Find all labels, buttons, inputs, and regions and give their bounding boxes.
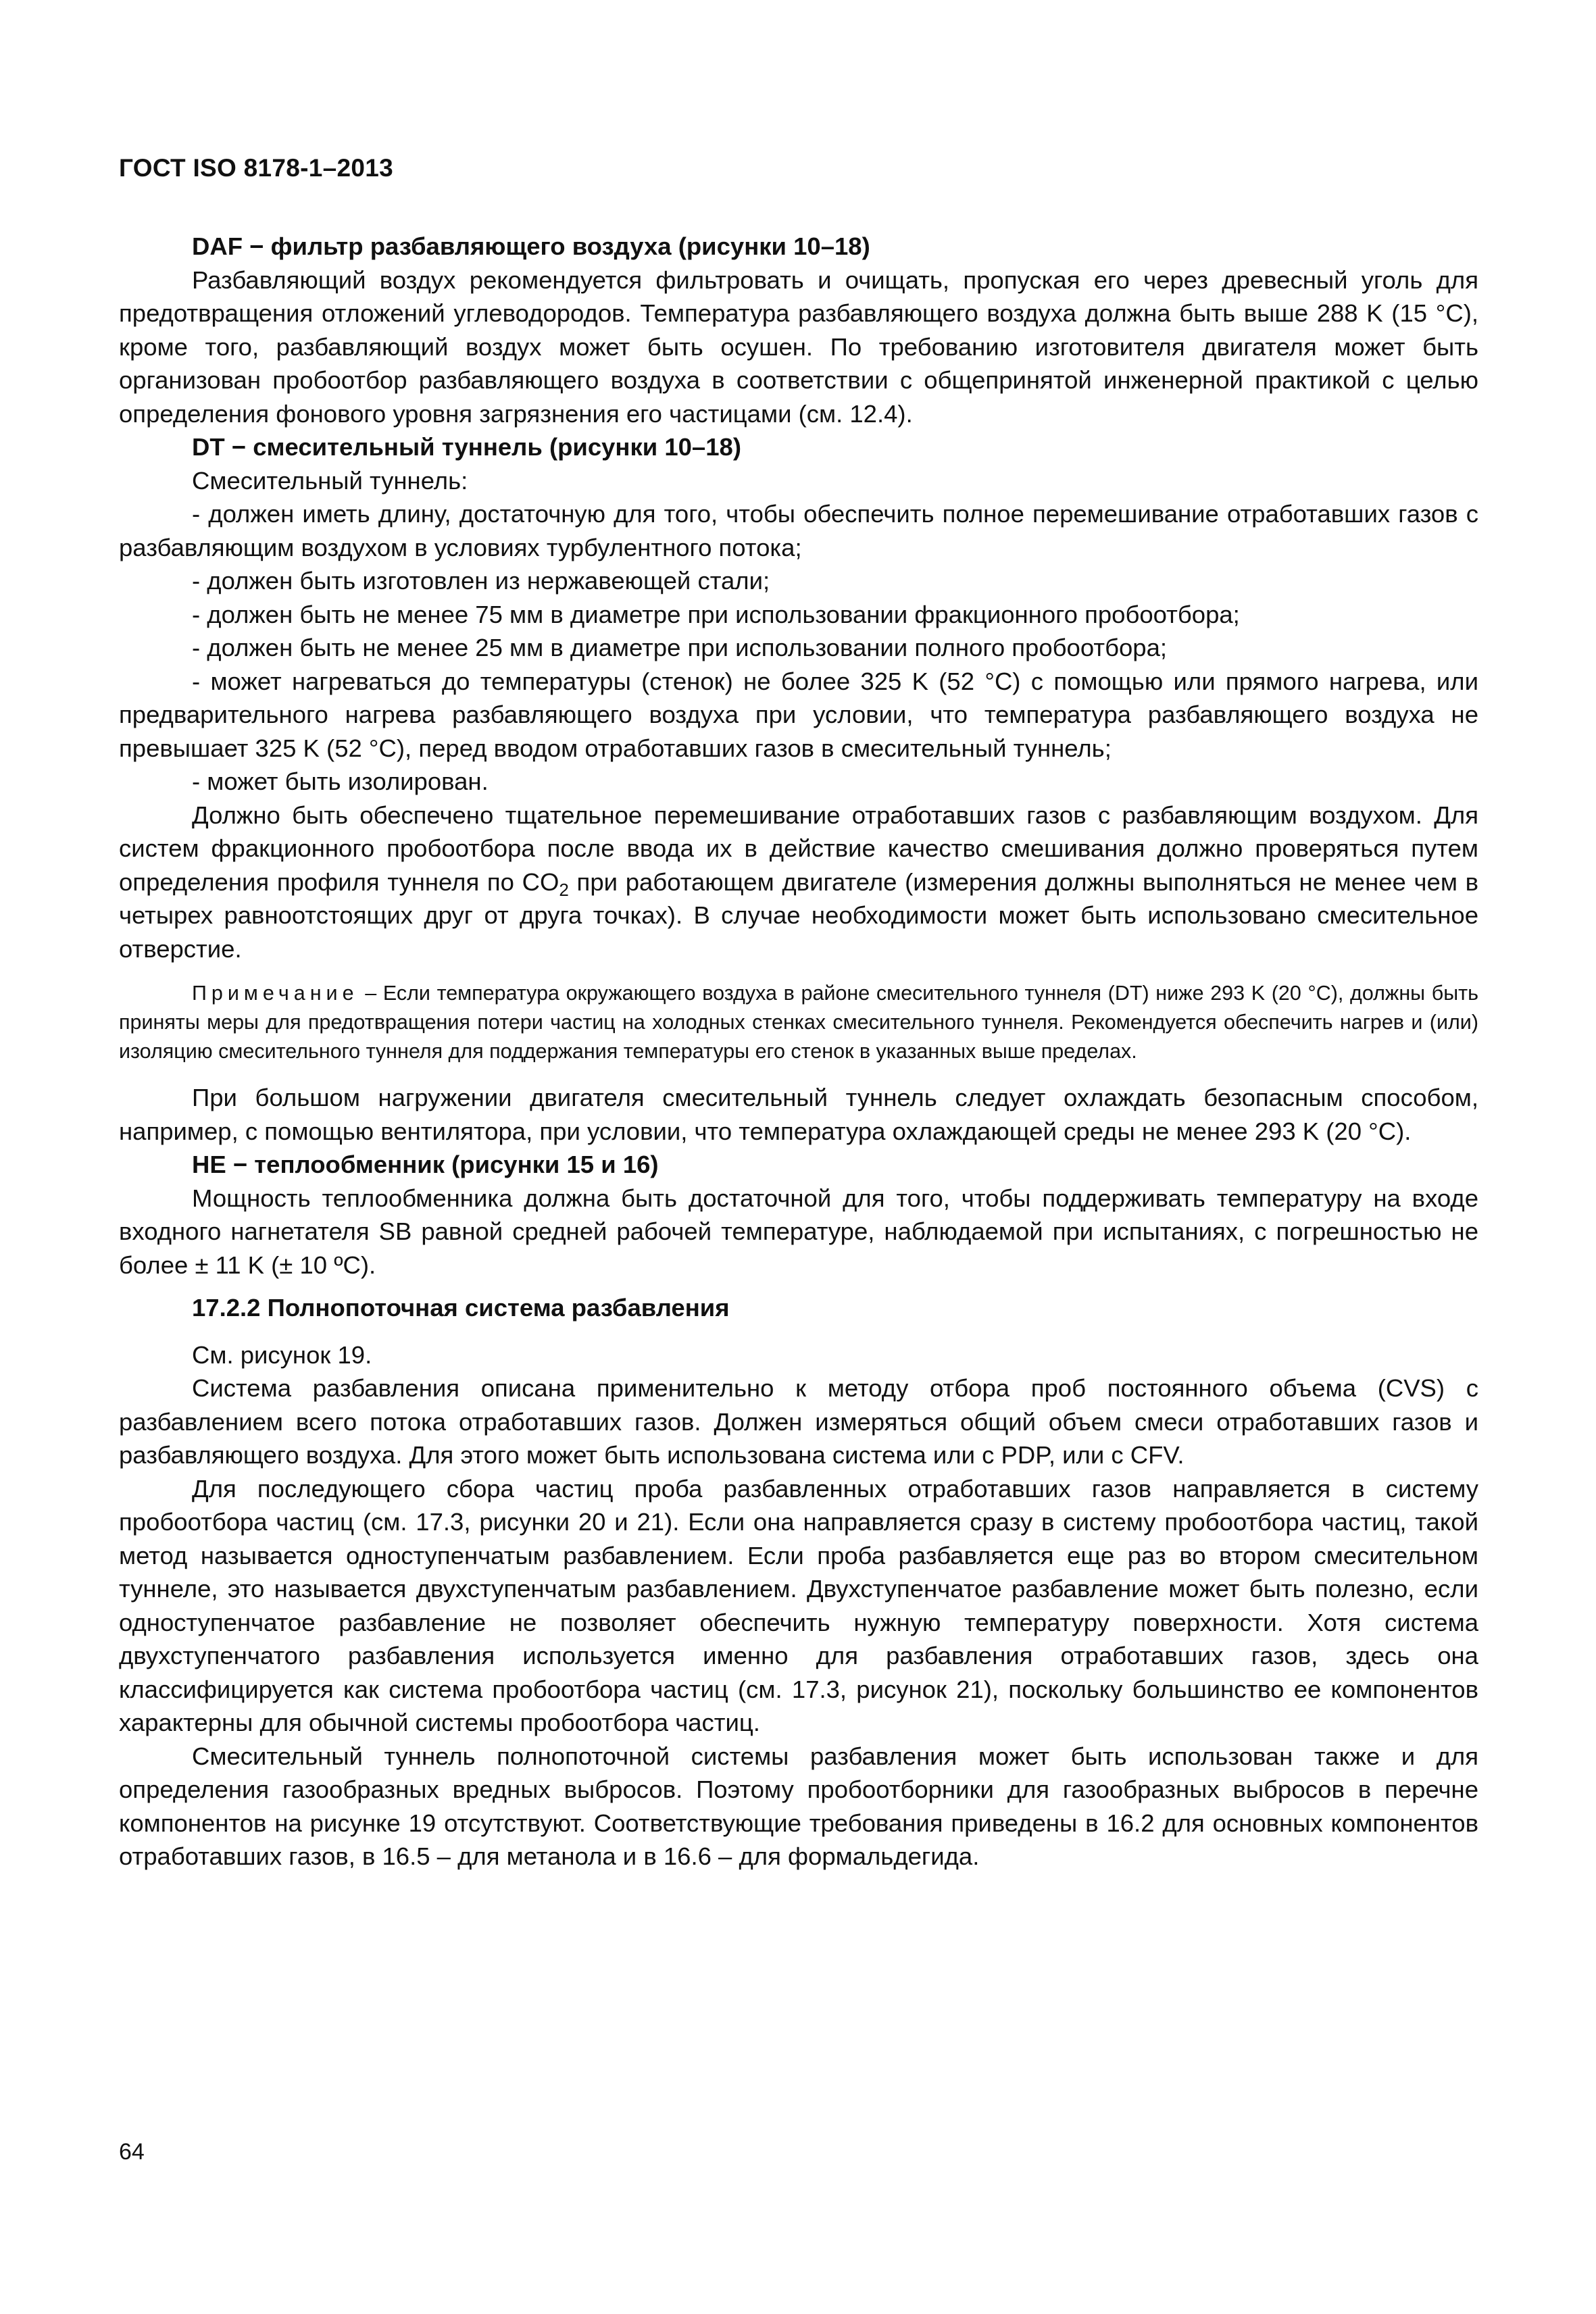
paragraph-he: Мощность теплообменника должна быть достаточной для того, чтобы поддерживать температуру на входе входного нагнетателя SB равной средней рабочей температуре, наблюдаемой при испытаниях, с погрешностью не более ± 11 K (± 10 ºC). (119, 1184, 1478, 1279)
mixing-text-part-1: Должно быть обеспечено тщательное перемешивание отработавших газов с разбавляющим воздухом. Для систем фракционного пробоотбора после ввода их в действие качество смешивания должно проверяться путем определения профиля туннеля по CO (119, 801, 1478, 896)
list-item: - может нагреваться до температуры (стенок) не более 325 K (52 °C) с помощью или прямого нагрева, или предварительного нагрева разбавляющего воздуха при условии, что температура разбавляющего воздуха не превышает 325 K (52 °C), перед вводом отработавших газов в смесительный туннель; (119, 667, 1478, 762)
note-text: – Если температура окружающего воздуха в районе смесительного туннеля (DT) ниже 293 K (20 °C), должны быть приняты меры для предотвращения потери частиц на холодных стенках смесительного туннеля. Рекомендуется обеспечить нагрев и (или) изоляцию смесительного туннеля для поддержания температуры его стенок в указанных выше пределах. (119, 982, 1478, 1063)
list-item: - должен быть не менее 75 мм в диаметре при использовании фракционного пробоотбора; (192, 600, 1240, 628)
section-heading: 17.2.2 Полнопоточная система разбавления (192, 1294, 730, 1322)
paragraph-system-description: Система разбавления описана применительно к методу отбора проб постоянного объема (CVS) с разбавлением всего потока отработавших газов. Должен измеряться общий объем смеси отработавших газов и разбавляющего воздуха. Для этого может быть использована система или с PDP, или с CFV. (119, 1374, 1478, 1469)
list-item: - может быть изолирован. (192, 768, 489, 795)
paragraph-dt-intro: Смесительный туннель: (192, 466, 468, 495)
note (119, 979, 1478, 1066)
paragraph-cooling: При большом нагружении двигателя смесительный туннель следует охлаждать безопасным способом, например, с помощью вентилятора, при условии, что температура охлаждающей среды не менее 293 K (20 °C). (119, 1084, 1478, 1145)
paragraph-gaseous-emissions: Смесительный туннель полнопоточной системы разбавления может быть использован также и для определения газообразных вредных выбросов. Поэтому пробоотборники для газообразных выбросов в перечне компонентов на рисунке 19 отсутствуют. Соответствующие требования приведены в 16.2 для основных компонентов отработавших газов, в 16.5 – для метанола и в 16.6 – для формальдегида. (119, 1742, 1478, 1870)
list-item: - должен быть не менее 25 мм в диаметре при использовании полного пробоотбора; (192, 634, 1168, 661)
list-item: - должен быть изготовлен из нержавеющей стали; (192, 567, 770, 595)
document-body (119, 230, 1478, 1873)
term-he: HE − теплообменник (рисунки 15 и 16) (192, 1151, 659, 1178)
term-dt: DT − смесительный туннель (рисунки 10–18) (192, 433, 741, 461)
mixing-text-part-2: при работающем двигателе (измерения должны выполняться не менее чем в четырех равноотстоящих друг от друга точках). В случае необходимости может быть использовано смесительное отверстие. (119, 867, 1478, 963)
page-number: 64 (119, 2139, 145, 2165)
term-daf: DAF − фильтр разбавляющего воздуха (рисунки 10–18) (192, 232, 870, 260)
co2-subscript: 2 (559, 879, 569, 900)
paragraph-particle-sampling: Для последующего сбора частиц проба разбавленных отработавших газов направляется в систему пробоотбора частиц (см. 17.3, рисунки 20 и 21). Если она направляется сразу в систему пробоотбора частиц, такой метод называется одноступенчатым разбавлением. Если проба разбавляется еще раз во втором смесительном туннеле, это называется двухступенчатым разбавлением. Двухступенчатое разбавление может быть полезно, если одноступенчатое разбавление не позволяет обеспечить нужную температуру поверхности. Хотя система двухступенчатого разбавления используется именно для разбавления отработавших газов, здесь она классифицируется как система пробоотбора частиц (см. 17.3, рисунок 21), поскольку большинство ее компонентов характерны для обычной системы пробоотбора частиц. (119, 1474, 1478, 1736)
note-label: Примечание (192, 982, 359, 1005)
paragraph-daf: Разбавляющий воздух рекомендуется фильтровать и очищать, пропуская его через древесный уголь для предотвращения отложений углеводородов. Температура разбавляющего воздуха должна быть выше 288 K (15 °C), кроме того, разбавляющий воздух может быть осушен. По требованию изготовителя двигателя может быть организован пробоотбор разбавляющего воздуха в соответствии с общепринятой инженерной практикой с целью определения фонового уровня загрязнения его частицами (см. 12.4). (119, 266, 1478, 428)
document-header: ГОСТ ISO 8178-1–2013 (119, 154, 394, 182)
list-item: - должен иметь длину, достаточную для того, чтобы обеспечить полное перемешивание отработавших газов с разбавляющим воздухом в условиях турбулентного потока; (119, 500, 1478, 561)
paragraph-see-figure: См. рисунок 19. (192, 1340, 372, 1369)
paragraph-mixing (119, 799, 1478, 966)
